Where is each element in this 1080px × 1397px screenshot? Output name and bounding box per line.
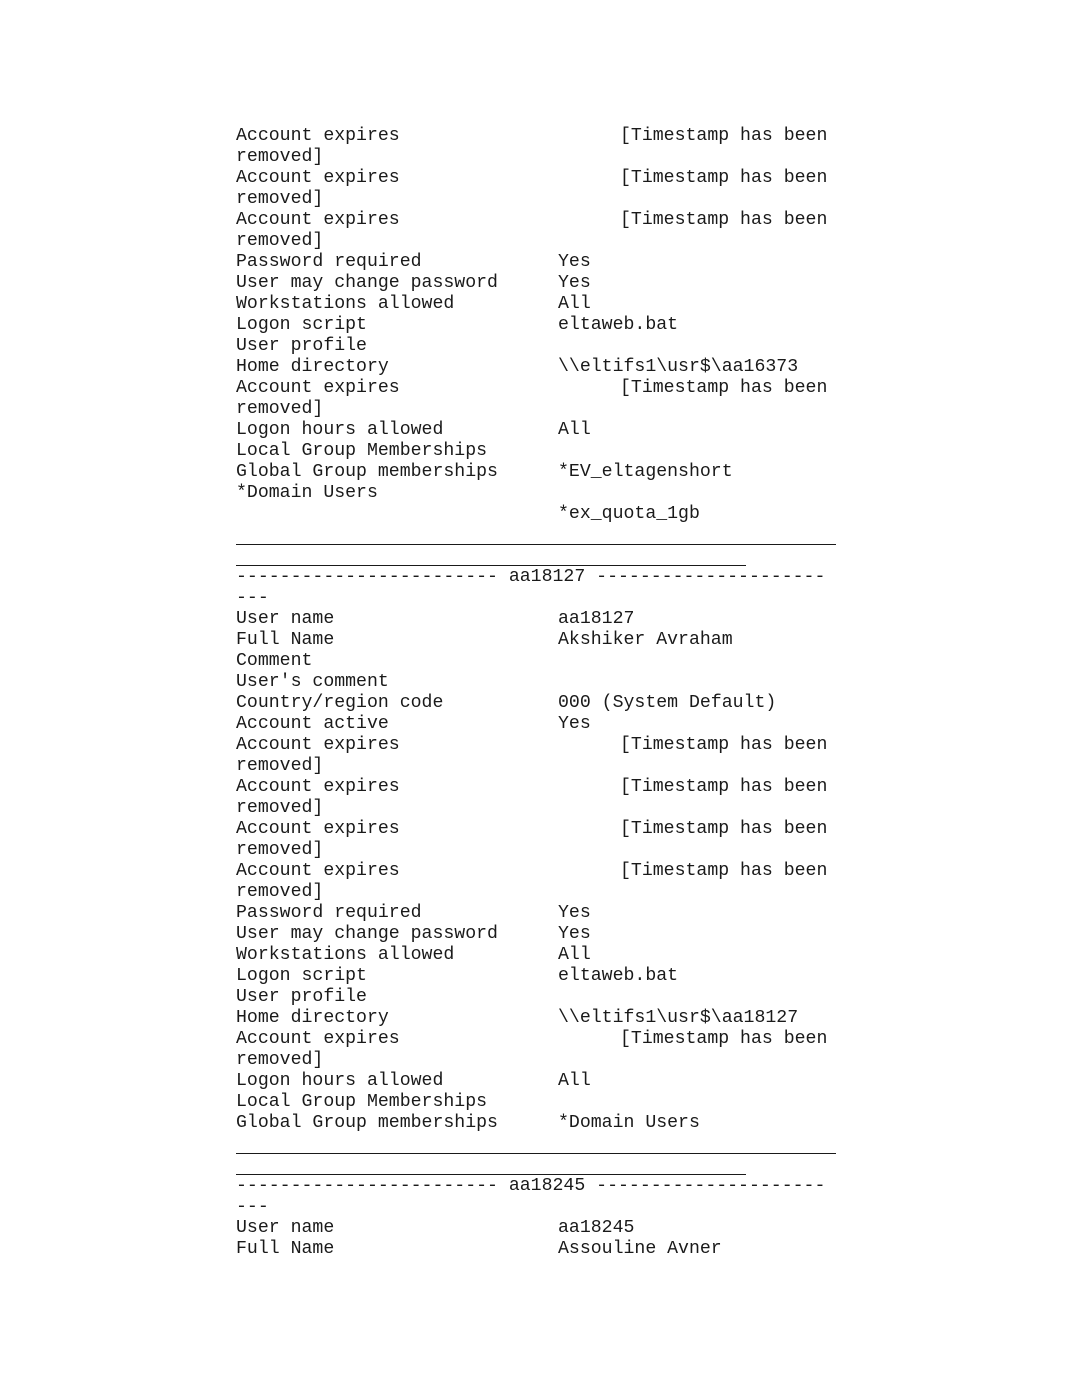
record-separator: ------------------------ aa18245 ---------------------	[236, 1176, 826, 1196]
account-record-aa18127	[236, 567, 840, 1134]
field-user-may-change-password: User may change password Yes	[236, 924, 591, 944]
account-record-aa16373	[236, 126, 840, 525]
field-continuation: removed]	[236, 147, 324, 167]
field-account-active: Account active Yes	[236, 714, 591, 734]
field-global-group-memberships: Global Group memberships *Domain Users	[236, 1113, 700, 1133]
field-continuation: removed]	[236, 189, 324, 209]
record-separator-continuation: ---	[236, 588, 269, 608]
field-password-required: Password required Yes	[236, 252, 591, 272]
field-user-name: User name aa18245	[236, 1218, 635, 1238]
field-account-expires: Account expires [Timestamp has been	[236, 777, 828, 797]
field-account-expires: Account expires [Timestamp has been	[236, 1029, 828, 1049]
field-full-name: Full Name Akshiker Avraham	[236, 630, 733, 650]
field-home-directory: Home directory \\eltifs1\usr$\aa16373	[236, 357, 799, 377]
field-account-expires: Account expires [Timestamp has been	[236, 210, 828, 230]
field-workstations-allowed: Workstations allowed All	[236, 945, 591, 965]
field-continuation: removed]	[236, 882, 324, 902]
field-continuation: removed]	[236, 840, 324, 860]
field-user-profile: User profile	[236, 336, 367, 356]
field-workstations-allowed: Workstations allowed All	[236, 294, 591, 314]
record-separator: ------------------------ aa18127 ---------------------	[236, 567, 826, 587]
field-logon-script: Logon script eltaweb.bat	[236, 966, 679, 986]
field-account-expires: Account expires [Timestamp has been	[236, 819, 828, 839]
horizontal-rule	[236, 525, 840, 546]
field-logon-hours-allowed: Logon hours allowed All	[236, 420, 591, 440]
field-continuation: removed]	[236, 231, 324, 251]
field-continuation: *Domain Users	[236, 483, 378, 503]
field-account-expires: Account expires [Timestamp has been	[236, 861, 828, 881]
field-logon-script: Logon script eltaweb.bat	[236, 315, 679, 335]
horizontal-rule	[236, 1155, 840, 1176]
field-global-group-memberships: Global Group memberships *EV_eltagenshort	[236, 462, 733, 482]
field-account-expires: Account expires [Timestamp has been	[236, 735, 828, 755]
field-account-expires: Account expires [Timestamp has been	[236, 168, 828, 188]
field-continuation: removed]	[236, 1050, 324, 1070]
horizontal-rule	[236, 546, 840, 567]
field-user-name: User name aa18127	[236, 609, 635, 629]
field-local-group-memberships: Local Group Memberships	[236, 441, 488, 461]
field-continuation: removed]	[236, 399, 324, 419]
field-comment: Comment	[236, 651, 313, 671]
account-record-aa18245	[236, 1176, 840, 1260]
field-extra-group: *ex_quota_1gb	[558, 504, 700, 524]
field-user-profile: User profile	[236, 987, 367, 1007]
field-country-region-code: Country/region code 000 (System Default)	[236, 693, 777, 713]
user-account-listing	[236, 126, 840, 1260]
field-full-name: Full Name Assouline Avner	[236, 1239, 722, 1259]
field-password-required: Password required Yes	[236, 903, 591, 923]
field-logon-hours-allowed: Logon hours allowed All	[236, 1071, 591, 1091]
record-separator-continuation: ---	[236, 1197, 269, 1217]
field-local-group-memberships: Local Group Memberships	[236, 1092, 488, 1112]
field-account-expires: Account expires [Timestamp has been	[236, 378, 828, 398]
field-continuation: removed]	[236, 798, 324, 818]
field-users-comment: User's comment	[236, 672, 389, 692]
field-user-may-change-password: User may change password Yes	[236, 273, 591, 293]
field-account-expires: Account expires [Timestamp has been	[236, 126, 828, 146]
horizontal-rule	[236, 1134, 840, 1155]
field-continuation: removed]	[236, 756, 324, 776]
field-home-directory: Home directory \\eltifs1\usr$\aa18127	[236, 1008, 799, 1028]
